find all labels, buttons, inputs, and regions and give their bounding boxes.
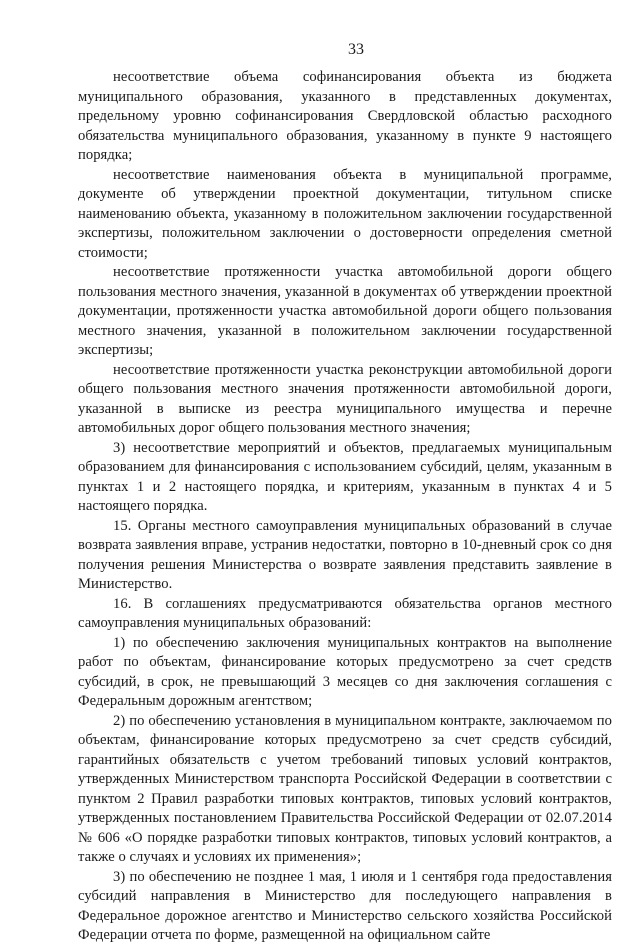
paragraph-reconstruction-length-mismatch: несоответствие протяженности участка реконструкции автомобильной дороги общего пользования местного значения протяженности автомобильной дороги, указанной в выписке из реестра муниципального имущества и перечне автомобильных дорог общего пользования местного значения; xyxy=(78,361,612,436)
paragraph-item-3-criteria-mismatch: 3) несоответствие мероприятий и объектов, предлагаемых муниципальным образованием для финансирования с использованием субсидий, целям, указанным в пунктах 1 и 2 настоящего порядка, и критериям, указанным в пунктах 4 и 5 настоящего порядка. xyxy=(78,439,612,514)
paragraph-road-length-mismatch: несоответствие протяженности участка автомобильной дороги общего пользования местного значения, указанной в документах об утверждении проектной документации, протяженности участка автомобильной дороги общего пользования местного значения, указанной в положительном заключении государственной экспертизы; xyxy=(78,264,612,358)
page-number: 33 xyxy=(348,41,364,58)
paragraph-clause-16-item-1: 1) по обеспечению заключения муниципальных контрактов на выполнение работ по объектам, финансирование которых предусмотрено за счет средств субсидий, в срок, не превышающий 3 месяцев со дня заключения соглашения с Федеральным дорожным агентством; xyxy=(78,634,612,709)
paragraph-clause-16: 16. В соглашениях предусматриваются обязательства органов местного самоуправления муниципальных образований: xyxy=(78,595,612,631)
paragraph-clause-16-item-2: 2) по обеспечению установления в муниципальном контракте, заключаемом по объектам, финансирование которых предусмотрено за счет средств субсидий, гарантийных обязательств с учетом требований типовых условий контрактов, утвержденных Министерством транспорта Российской Федерации в соответствии с пунктом 2 Правил разработки типовых контрактов, типовых условий контрактов, утвержденных постановлением Правительства Российской Федерации от 02.07.2014 № 606 «О порядке разработки типовых контрактов, типовых условий контрактов, а также о случаях и условиях их применения»; xyxy=(78,712,612,865)
paragraph-clause-16-item-3: 3) по обеспечению не позднее 1 мая, 1 июля и 1 сентября года предоставления субсидий направления в Министерство для последующего направления в Федеральное дорожное агентство и Министерство сельского хозяйства Российской Федерации отчета по форме, размещенной на официальном сайте xyxy=(78,868,612,943)
paragraph-cofinancing-mismatch: несоответствие объема софинансирования объекта из бюджета муниципального образования, указанного в представленных документах, предельному уровню софинансирования Свердловской областью расходного обязательства муниципального образования, указанному в пункте 9 настоящего порядка; xyxy=(78,69,612,163)
paragraph-object-name-mismatch: несоответствие наименования объекта в муниципальной программе, документе об утверждении проектной документации, титульном списке наименованию объекта, указанному в положительном заключении государственной экспертизы, положительном заключении о достоверности определения сметной стоимости; xyxy=(78,166,612,261)
paragraph-clause-15: 15. Органы местного самоуправления муниципальных образований в случае возврата заявления вправе, устранив недостатки, повторно в 10-дневный срок со дня получения решения Министерства о возврате заявления представить заявление в Министерство. xyxy=(78,517,612,592)
